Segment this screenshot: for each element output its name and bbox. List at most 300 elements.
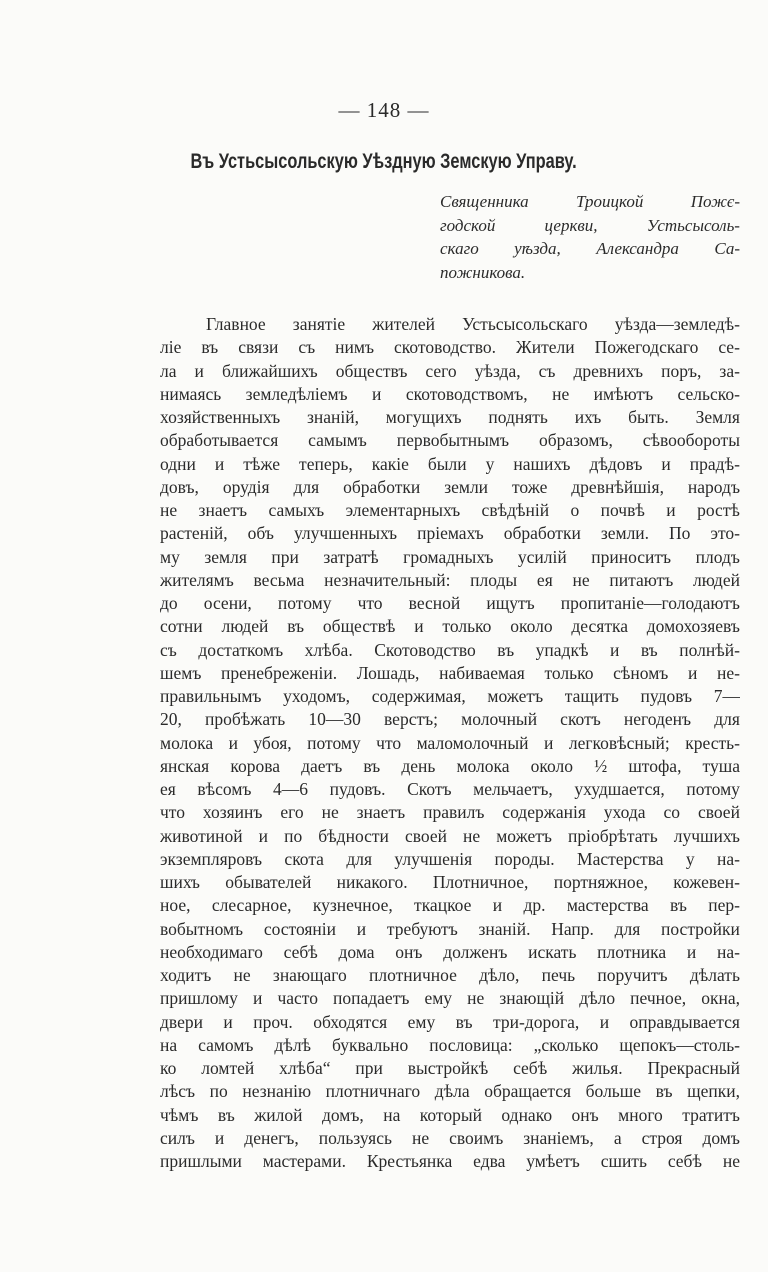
word: улучшенныхъ [293, 523, 398, 544]
body-line [160, 708, 740, 731]
body-line [160, 546, 740, 569]
word: на [383, 1104, 401, 1125]
word: поручитъ [597, 965, 668, 985]
body-line [160, 987, 740, 1010]
word: скаго [440, 239, 479, 258]
word: въ [201, 337, 219, 358]
word: экземпляровъ [160, 848, 263, 869]
word: питаютъ [609, 569, 674, 590]
body-line [160, 615, 740, 638]
body-line [160, 1057, 740, 1080]
word: ліе [160, 337, 182, 358]
word: весной [408, 593, 461, 613]
word: мастерства [566, 895, 649, 916]
word: домъ, [321, 1104, 364, 1125]
word: скота [284, 848, 324, 869]
word: набиваемая [439, 662, 525, 683]
word: и [228, 732, 238, 753]
word: знаетъ [356, 802, 406, 823]
body-line [160, 801, 740, 824]
word: незнанію [242, 1081, 312, 1102]
word: весьма [253, 569, 305, 590]
word: усилій [517, 546, 567, 567]
word: въ [287, 616, 305, 637]
body-line [160, 429, 740, 452]
word: ходитъ [160, 965, 212, 985]
word: быть. [628, 407, 669, 427]
word: при [271, 546, 299, 567]
word: пудовъ [640, 686, 693, 706]
word: съ [160, 639, 177, 660]
body-line [160, 1104, 740, 1127]
word: прадѣ- [689, 453, 740, 474]
article-heading [0, 150, 768, 174]
word: для [346, 848, 372, 869]
word: не [722, 1151, 740, 1171]
word: теперь, [299, 453, 353, 474]
word: тратитъ [682, 1104, 740, 1125]
word: имѣютъ [593, 383, 654, 404]
word: шихъ [160, 872, 200, 892]
word: не- [717, 662, 740, 683]
word: молока [456, 755, 510, 776]
word: необходимаго [160, 941, 263, 962]
word: ½ [594, 755, 608, 776]
word: знающій [499, 988, 565, 1009]
word: земледѣліемъ [245, 383, 348, 404]
word: на [160, 1034, 178, 1055]
word: при [355, 1058, 383, 1078]
word: знаній, [306, 407, 359, 427]
body-line [160, 1034, 740, 1057]
word: печь [541, 965, 576, 985]
word: знаетъ [198, 500, 248, 520]
word: своимъ [449, 1127, 504, 1148]
word: дѣла [434, 1081, 470, 1102]
body-line [160, 1011, 740, 1034]
word: а [613, 1127, 622, 1148]
word: ростѣ [697, 500, 740, 520]
word: никакого. [336, 872, 408, 892]
word: сѣвообороты [642, 430, 740, 451]
word: окна, [701, 988, 740, 1009]
body-line [160, 592, 740, 615]
word: однако [501, 1104, 553, 1125]
word: около [530, 755, 574, 776]
word: себѣ [513, 1058, 548, 1078]
word: животиной [160, 825, 243, 846]
word: земля [204, 546, 247, 567]
word: съ [298, 337, 316, 358]
author-line: пожникова. [440, 262, 526, 282]
word: можетъ [496, 825, 552, 846]
word: нимъ [335, 337, 375, 358]
word: Троицкой [576, 192, 644, 211]
word: и [253, 988, 263, 1009]
word: уходомъ, [283, 686, 351, 706]
word: уѣзда—земледѣ- [614, 314, 740, 334]
word: упадкѣ [535, 639, 589, 660]
word: буквально [332, 1034, 409, 1055]
page-number: — 148 — [338, 98, 430, 122]
word: о [570, 500, 580, 520]
word: Устьсысоль- [646, 215, 740, 235]
word: затратѣ [323, 546, 379, 567]
word: народъ [687, 476, 740, 497]
word: и [666, 500, 676, 520]
word: не [160, 500, 178, 520]
word: въ [217, 1104, 235, 1125]
word: ищутъ [486, 593, 535, 613]
word: сельско- [677, 383, 740, 404]
word: не [572, 569, 590, 590]
word: двери [160, 1011, 203, 1032]
word: знаній. [478, 918, 531, 939]
word: потому [686, 779, 740, 799]
word: жителей [372, 314, 436, 334]
word: убоя, [253, 732, 292, 753]
word: себѣ [283, 941, 318, 962]
word: потому [277, 593, 332, 613]
word: вобытномъ [160, 918, 244, 939]
word: по [209, 1081, 228, 1102]
word: больше [585, 1081, 642, 1102]
word: едва [473, 1151, 506, 1171]
word: на- [716, 941, 740, 962]
word: ломтей [201, 1058, 255, 1078]
word: для [614, 918, 641, 939]
word: десятка [571, 616, 628, 637]
word: плотничнаго [325, 1081, 421, 1102]
word: нашихъ [513, 453, 571, 474]
word: около [510, 616, 553, 637]
word: самомъ [198, 1034, 254, 1055]
body-line [160, 964, 740, 987]
word: сѣномъ [613, 662, 669, 683]
word: и [544, 732, 554, 753]
word: не [552, 383, 570, 404]
word: по [284, 825, 303, 846]
body-line [160, 383, 740, 406]
word: орудія [222, 476, 270, 497]
word: три-дорога, [492, 1011, 580, 1032]
word: въ [655, 1081, 673, 1102]
word: долженъ [443, 941, 508, 962]
word: правильнымъ [160, 686, 262, 706]
body-line [160, 848, 740, 871]
word: что [376, 732, 402, 753]
body-line [160, 732, 740, 755]
word: растеній, [160, 523, 228, 544]
body-line [160, 499, 740, 522]
body-line [160, 1150, 740, 1173]
word: людей [221, 616, 269, 637]
word: ея [536, 569, 553, 590]
word: поднять [488, 407, 548, 427]
word: сего [425, 360, 457, 381]
word: и [661, 453, 671, 474]
word: пришлому [160, 988, 238, 1009]
word: и [214, 453, 225, 474]
word: потому [307, 732, 361, 753]
word: онъ [395, 941, 423, 962]
word: его [280, 802, 304, 823]
word: не [321, 802, 339, 823]
body-line [160, 639, 740, 662]
word: обращается [484, 1081, 572, 1102]
body-line [160, 1080, 740, 1103]
author-line [440, 237, 740, 261]
word: знаніемъ, [523, 1127, 594, 1148]
word: лучшихъ [673, 825, 740, 846]
author-line [440, 214, 740, 238]
word: дѣло [579, 988, 616, 1009]
word: жилой [254, 1104, 303, 1125]
word: попадаетъ [333, 988, 410, 1009]
word: правилъ [423, 802, 485, 823]
word: тоже [511, 476, 548, 497]
word: По [669, 523, 691, 544]
word: свѣдѣній [481, 500, 550, 520]
word: домохозяевъ [646, 616, 740, 637]
word: себѣ [667, 1151, 702, 1171]
word: жилья. [572, 1058, 623, 1078]
word: пришлыми [160, 1151, 242, 1171]
word: пер- [708, 895, 740, 916]
word: поръ, [661, 360, 702, 381]
word: денегъ, [244, 1127, 299, 1148]
word: постройки [661, 918, 740, 939]
word: уѣзда, [474, 360, 521, 381]
word: онъ [571, 1104, 599, 1125]
word: который [419, 1104, 482, 1125]
word: умѣетъ [526, 1151, 580, 1171]
word: содержанія [502, 802, 586, 823]
word: обработки [503, 523, 581, 544]
word: сшить [600, 1151, 647, 1171]
body-text [160, 313, 740, 1173]
author-block [440, 190, 740, 284]
word: съ [538, 360, 556, 381]
body-line [160, 313, 740, 336]
word: древнихъ [573, 360, 644, 381]
word: могущихъ [385, 407, 462, 427]
word: почвѣ [600, 500, 645, 520]
word: земли. [600, 523, 650, 544]
word: дѣлѣ [274, 1034, 312, 1055]
word: и [686, 941, 697, 962]
word: были [427, 453, 467, 474]
word: силъ [160, 1127, 195, 1148]
word: мастерами. [262, 1151, 346, 1171]
body-line [160, 662, 740, 685]
word: можетъ [487, 686, 544, 706]
word: легковѣсный; [568, 732, 670, 753]
word: элементарныхъ [345, 500, 461, 520]
word: дѣлать [689, 965, 740, 985]
word: плотника [597, 941, 667, 962]
word: кожевен- [673, 872, 740, 892]
word: людей [693, 569, 740, 590]
word: скотоводствомъ, [405, 383, 528, 404]
word: первобытнымъ [396, 430, 510, 451]
word: не [463, 825, 481, 846]
word: Священника [440, 192, 529, 211]
word: Земля [695, 407, 740, 427]
word: 4—6 [273, 779, 309, 799]
word: въ [640, 639, 658, 660]
word: выстройкѣ [407, 1058, 489, 1078]
word: незначительный: [324, 569, 451, 590]
word: осени, [203, 593, 252, 613]
word: что [160, 802, 185, 823]
word: приноситъ [591, 546, 672, 567]
word: на- [716, 848, 740, 869]
word: знающаго [272, 965, 347, 985]
word: не [411, 1127, 430, 1148]
word: это- [710, 523, 740, 544]
word: только [442, 616, 492, 637]
word: ея [160, 779, 176, 799]
word: искать [528, 941, 577, 962]
word: обработывается [160, 430, 279, 451]
word: въ [670, 895, 687, 916]
body-line [160, 1127, 740, 1150]
word: полнѣй- [679, 639, 740, 660]
word: корова [230, 755, 281, 776]
word: проч. [253, 1011, 293, 1032]
word: Са- [714, 239, 740, 258]
word: ное, [160, 895, 191, 916]
word: ухудшается, [574, 779, 665, 799]
word: тѣже [243, 453, 281, 474]
body-line [160, 336, 740, 359]
word: много [618, 1104, 663, 1125]
word: портняжное, [553, 872, 648, 892]
word: скотоводство. [394, 337, 497, 358]
word: ла [160, 360, 177, 381]
word: за- [719, 360, 740, 381]
word: ко [160, 1058, 177, 1078]
word: строя [641, 1127, 683, 1148]
word: ухода [603, 802, 646, 823]
word: печное, [630, 988, 687, 1009]
word: часто [277, 988, 318, 1009]
word: породы. [494, 848, 555, 869]
word: у [485, 453, 495, 474]
word: церкви, [544, 215, 598, 235]
word: и [258, 825, 269, 846]
word: обывателей [225, 872, 312, 892]
word: тащить [564, 686, 619, 706]
word: пріобрѣтать [567, 825, 658, 846]
word: обходятся [313, 1011, 388, 1032]
word: для [714, 709, 740, 730]
word: достаткомъ [198, 639, 284, 660]
word: своей [697, 802, 740, 823]
body-line [160, 778, 740, 801]
word: чѣмъ [160, 1104, 199, 1125]
word: и [688, 662, 698, 683]
word: улучшенія [394, 848, 473, 869]
word: годской [440, 215, 496, 235]
word: и [492, 895, 503, 916]
word: содержимая, [371, 686, 466, 706]
word: одни [160, 453, 196, 474]
word: не [233, 965, 251, 985]
word: штофа, [628, 755, 682, 776]
word: Александра [596, 239, 679, 258]
body-line [160, 476, 740, 499]
word: своей [404, 825, 447, 846]
word: пріемахъ [417, 523, 484, 544]
word: Прекрасный [647, 1058, 740, 1078]
word: хозяинъ [202, 802, 263, 823]
word: самыхъ [268, 500, 325, 520]
word: молока [160, 732, 214, 753]
word: 20, [160, 709, 182, 730]
word: дома [338, 941, 375, 962]
word: нимаясь [160, 383, 222, 404]
word: Скотоводство [374, 639, 476, 660]
word: се- [718, 337, 740, 358]
word: обществъ [335, 360, 408, 381]
word: бѣдности [318, 825, 389, 846]
word: Пожегодскаго [594, 337, 699, 358]
body-line [160, 685, 740, 708]
word: Плотничное, [432, 872, 529, 892]
word: и [356, 918, 367, 939]
word: 10—30 [308, 709, 361, 730]
body-line [160, 522, 740, 545]
word: для [293, 476, 320, 497]
word: кресть- [685, 732, 740, 753]
word: слесарное, [211, 895, 292, 916]
word: щепокъ—столь- [619, 1034, 740, 1055]
body-line [160, 755, 740, 778]
word: вѣсомъ [197, 779, 252, 799]
word: шемъ [160, 662, 202, 683]
word: плотничное [369, 965, 457, 985]
word: Устьсысольскаго [462, 314, 588, 334]
word: хозяйственныхъ [160, 407, 281, 427]
word: янская [160, 755, 210, 776]
body-line [160, 894, 740, 917]
word: верстъ; [384, 709, 439, 730]
word: пренебреженіи. [221, 662, 338, 683]
word: кузнечное, [312, 895, 393, 916]
body-line [160, 871, 740, 894]
word: обработки [343, 476, 421, 497]
word: громадныхъ [403, 546, 494, 567]
word: туша [702, 755, 740, 776]
word: самымъ [308, 430, 367, 451]
word: занятіе [292, 314, 346, 334]
word: Мастерства [577, 848, 664, 869]
word: связи [238, 337, 279, 358]
word: Лошадь, [356, 662, 420, 683]
word: пропитаніе—голодаютъ [560, 593, 740, 613]
word: хлѣба“ [279, 1058, 331, 1078]
body-line [160, 406, 740, 429]
word: дѣло, [479, 965, 520, 985]
word: только [544, 662, 594, 683]
body-line [160, 825, 740, 848]
word: какіе [371, 453, 409, 474]
body-line [160, 918, 740, 941]
word: ихъ [574, 407, 602, 427]
word: 7— [713, 686, 740, 706]
